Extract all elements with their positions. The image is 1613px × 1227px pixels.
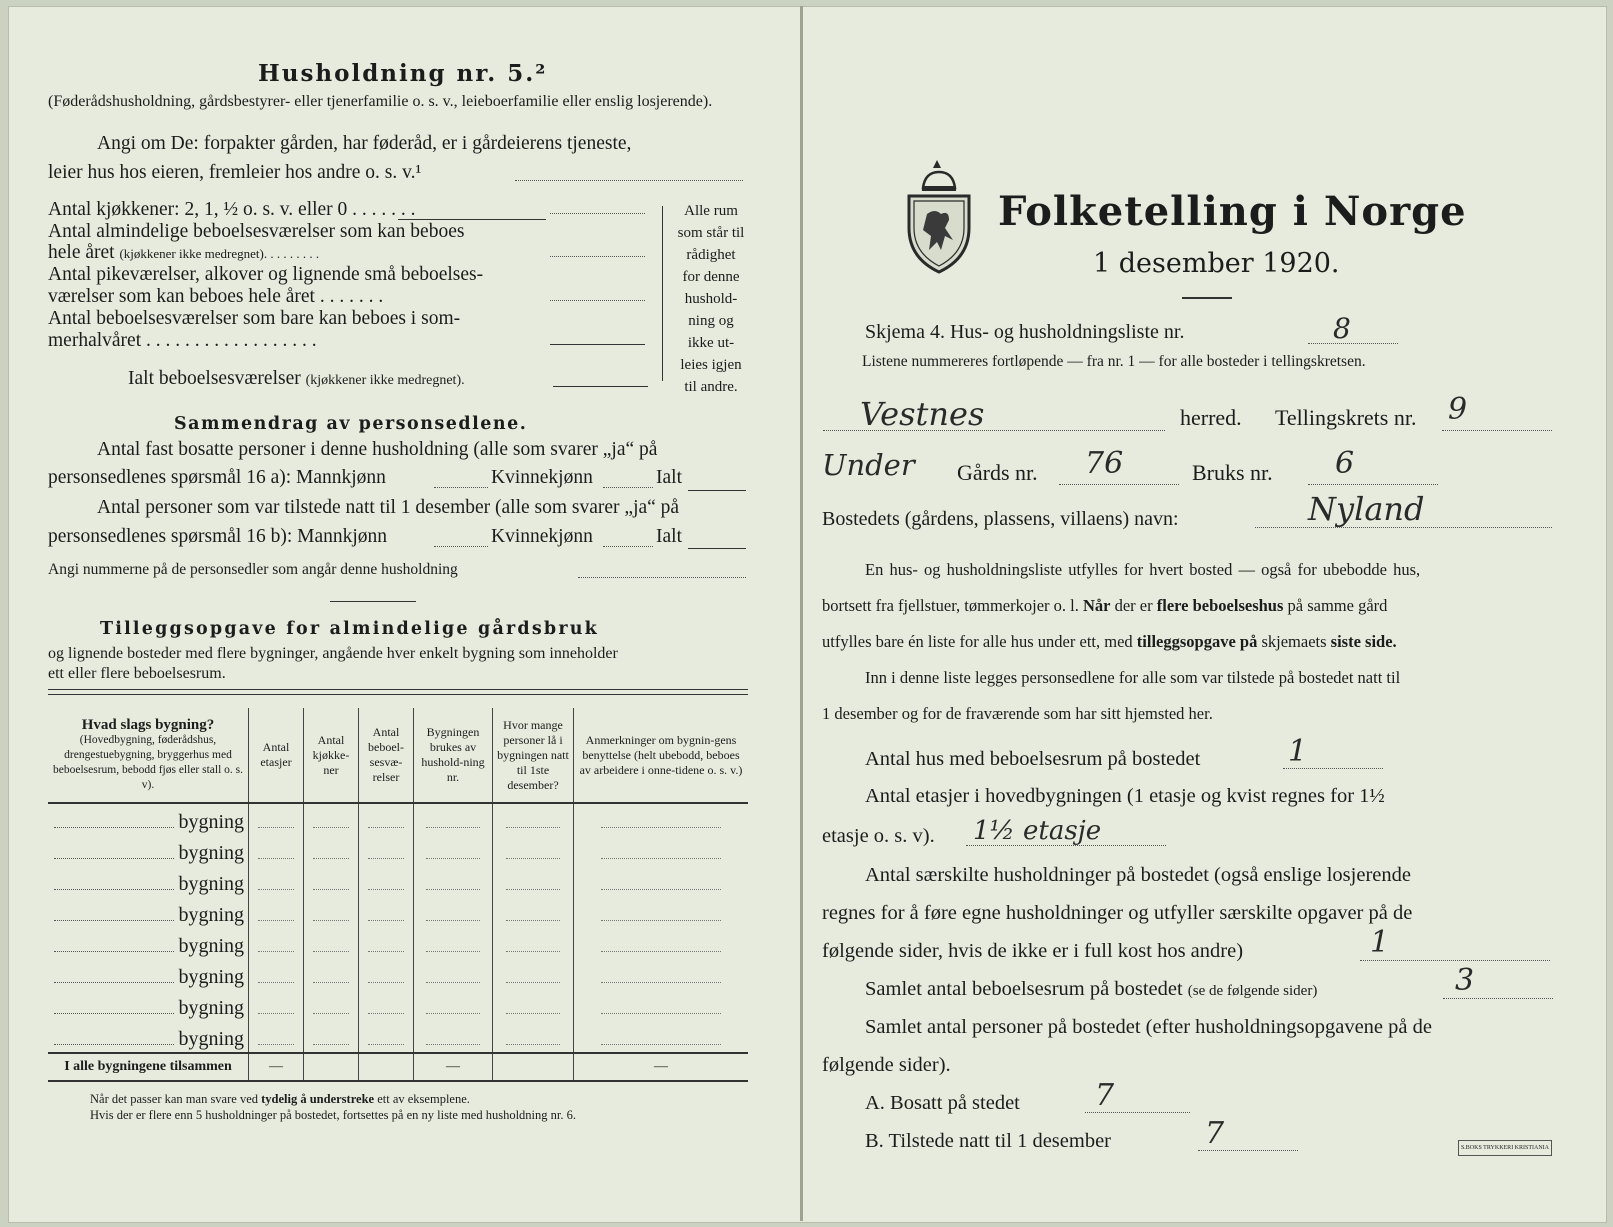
samlet-rum-field-line: [1443, 998, 1553, 999]
gards-field-line: [1059, 484, 1179, 485]
building-row-label: bygning: [178, 997, 244, 1019]
sarsk-field-line: [1360, 960, 1550, 961]
bruks-value[interactable]: 6: [1335, 446, 1355, 481]
gards-value[interactable]: 76: [1085, 446, 1124, 481]
table-cell[interactable]: [304, 990, 359, 1021]
samlet-rum-label: [865, 978, 1317, 1001]
cell-field-line: [258, 888, 294, 890]
building-type-field[interactable]: [54, 827, 174, 828]
gards-label: Gårds nr.: [957, 460, 1038, 485]
section-divider: [330, 601, 416, 602]
table-cell[interactable]: [249, 866, 304, 897]
alm-label-2-text: hele året: [48, 242, 115, 263]
tilstede-field-line: [1198, 1150, 1298, 1151]
table-cell[interactable]: [574, 866, 749, 897]
total-cell[interactable]: —: [574, 1053, 749, 1081]
table-row: [48, 928, 748, 959]
cell-field-line: [601, 1012, 721, 1014]
building-type-field[interactable]: [54, 982, 174, 983]
household-title: Husholdning nr. 5.²: [258, 60, 548, 87]
fast-ialt-label: Ialt: [656, 467, 682, 488]
brace-note-line: rådighet: [686, 247, 736, 263]
table-cell[interactable]: [304, 897, 359, 928]
table-cell[interactable]: [249, 835, 304, 866]
herred-value[interactable]: Vestnes: [860, 395, 985, 433]
table-cell[interactable]: [574, 1021, 749, 1053]
total-label: I alle bygningene tilsammen: [48, 1053, 249, 1081]
building-type-cell[interactable]: [48, 897, 249, 928]
bosatt-field-line: [1085, 1112, 1190, 1113]
total-cell[interactable]: —: [249, 1053, 304, 1081]
building-type-field[interactable]: [54, 920, 174, 921]
bosatt-value[interactable]: 7: [1095, 1078, 1115, 1113]
table-cell[interactable]: [414, 866, 493, 897]
col-kjokkener: Antal kjøkke-ner: [304, 708, 359, 803]
table-cell[interactable]: [574, 928, 749, 959]
ialt-answer-line[interactable]: [553, 386, 648, 387]
cell-field-line: [601, 919, 721, 921]
table-row: [48, 866, 748, 897]
cell-field-line: [313, 919, 349, 921]
sommer-label-2: merhalvåret . . . . . . . . . . . . . . . . . .: [48, 330, 317, 351]
sarsk-line2: regnes for å føre egne husholdninger og utfyller særskilte opgaver på de: [822, 902, 1413, 924]
cell-field-line: [506, 919, 561, 921]
tillegg-heading: Tilleggsopgave for almindelige gårdsbruk: [100, 619, 600, 639]
para1-bold-d: siste side.: [1330, 632, 1397, 651]
cell-field-line: [506, 950, 561, 952]
table-cell[interactable]: [574, 897, 749, 928]
cell-field-line: [506, 888, 561, 890]
table-cell[interactable]: [414, 928, 493, 959]
cell-field-line: [258, 1012, 294, 1014]
table-row: [48, 990, 748, 1021]
bosted-value[interactable]: Nyland: [1308, 490, 1425, 528]
para2-line2: 1 desember og for de fraværende som har sitt hjemsted her.: [822, 704, 1213, 723]
cell-field-line: [506, 857, 561, 859]
cell-field-line: [506, 826, 561, 828]
alm-label-1: Antal almindelige beboelsesværelser som kan beboes: [48, 221, 465, 242]
building-type-field[interactable]: [54, 1044, 174, 1045]
samlet-pers-line1: Samlet antal personer på bostedet (efter husholdningsopgavene på de: [865, 1016, 1432, 1038]
hus-label: Antal hus med beboelsesrum på bostedet: [865, 748, 1201, 770]
cell-field-line: [313, 888, 349, 890]
brace-note-line: for denne: [682, 269, 740, 285]
table-cell[interactable]: [249, 1021, 304, 1053]
table-cell[interactable]: [493, 835, 574, 866]
building-type-cell[interactable]: [48, 959, 249, 990]
table-cell[interactable]: [414, 835, 493, 866]
skjema-field-line: [1308, 343, 1398, 344]
table-cell[interactable]: [414, 1021, 493, 1053]
para1-line1: En hus- og husholdningsliste utfylles for hvert bosted — også for ubebodde hus,: [865, 560, 1421, 579]
cell-field-line: [258, 1043, 294, 1045]
fast-kvinne-field[interactable]: [603, 487, 653, 488]
cell-field-line: [313, 826, 349, 828]
col-etasjer: Antal etasjer: [249, 708, 304, 803]
table-top-rule-1: [48, 689, 748, 690]
table-cell[interactable]: [359, 990, 414, 1021]
cell-field-line: [601, 857, 721, 859]
kjokkener-underline: [398, 219, 546, 220]
building-type-cell[interactable]: [48, 990, 249, 1021]
table-cell[interactable]: [304, 835, 359, 866]
table-cell[interactable]: [304, 803, 359, 835]
skjema-value[interactable]: 8: [1333, 312, 1351, 345]
building-row-label: bygning: [178, 873, 244, 895]
para1-line3-text: utfylles bare én liste for alle hus under ett, med: [822, 632, 1133, 651]
etasjer-line1: Antal etasjer i hovedbygningen (1 etasje og kvist regnes for 1½: [865, 785, 1385, 807]
cell-field-line: [368, 950, 404, 952]
sarsk-line1: Antal særskilte husholdninger på bostedet (også enslige losjerende: [865, 864, 1411, 886]
fast-ialt-field[interactable]: [688, 490, 746, 491]
table-cell[interactable]: [304, 1021, 359, 1053]
para1-mid: der er: [1114, 596, 1153, 615]
table-row: [48, 1021, 748, 1053]
para1-bold-c: tilleggsopgave på: [1136, 632, 1258, 651]
tilst-ialt-field[interactable]: [688, 548, 746, 549]
ialt-label: [128, 368, 465, 390]
cell-field-line: [426, 826, 479, 828]
angi-line-1: Angi om De: forpakter gården, har føderåd, er i gårdeierens tjeneste,: [97, 133, 632, 154]
tillegg-sub-2: ett eller flere beboelsesrum.: [48, 665, 226, 682]
skjema-label: Skjema 4. Hus- og husholdningsliste nr.: [865, 321, 1185, 343]
etasjer-value[interactable]: 1½ etasje: [973, 816, 1102, 846]
table-cell[interactable]: [414, 990, 493, 1021]
sammendrag-heading: Sammendrag av personsedlene.: [174, 414, 528, 434]
gards-prefix[interactable]: Under: [822, 448, 915, 482]
para1-line3: [822, 632, 1397, 652]
alm-note: (kjøkkener ikke medregnet). . . . . . . . .: [119, 246, 320, 261]
table-cell[interactable]: [304, 866, 359, 897]
title-divider: [1182, 297, 1232, 299]
table-row: [48, 959, 748, 990]
brace: [648, 206, 663, 381]
table-cell[interactable]: [574, 835, 749, 866]
cell-field-line: [426, 950, 479, 952]
printer-stamp: S.BOKS TRYKKERI KRISTIANIA: [1458, 1140, 1552, 1156]
brace-note-line: ikke ut-: [687, 335, 735, 351]
brace-note-line: ning og: [688, 313, 734, 329]
tilst-mann-field[interactable]: [434, 546, 488, 547]
table-cell[interactable]: [493, 928, 574, 959]
cell-field-line: [601, 826, 721, 828]
bruks-field-line: [1308, 484, 1438, 485]
brace-note: [665, 200, 757, 398]
tilst-ialt-label: Ialt: [656, 526, 682, 547]
cell-field-line: [313, 950, 349, 952]
cell-field-line: [258, 981, 294, 983]
cell-field-line: [426, 919, 479, 921]
pike-label-2: værelser som kan beboes hele året . . . . . . .: [48, 286, 384, 307]
ialt-note: (kjøkkener ikke medregnet).: [305, 373, 465, 388]
table-cell[interactable]: [493, 959, 574, 990]
building-type-cell[interactable]: [48, 866, 249, 897]
cell-field-line: [368, 857, 404, 859]
kjokkener-answer-line[interactable]: [550, 213, 645, 214]
table-cell[interactable]: [493, 866, 574, 897]
tilst-line-2: personsedlenes spørsmål 16 b): Mannkjønn: [48, 526, 388, 547]
cell-field-line: [601, 981, 721, 983]
para1-bold-a: Når: [1082, 596, 1111, 615]
tilst-kvinne-field[interactable]: [603, 546, 653, 547]
total-cell[interactable]: [359, 1053, 414, 1081]
angi-answer-line[interactable]: [515, 180, 743, 181]
para2-line1: Inn i denne liste legges personsedlene for alle som var tilstede på bostedet natt til: [865, 668, 1401, 687]
cell-field-line: [506, 1012, 561, 1014]
para1-end: på samme gård: [1287, 596, 1388, 615]
kjokkener-label: Antal kjøkkener: 2, 1, ½ o. s. v. eller 0 . . . . . . .: [48, 199, 416, 220]
para1-end2: skjemaets: [1261, 632, 1327, 651]
para1-line2-text: bortsett fra fjellstuer, tømmerkojer o. l.: [822, 596, 1079, 615]
bosted-field-line: [1255, 527, 1552, 528]
para1-bold-b: flere beboelseshus: [1156, 596, 1284, 615]
table-cell[interactable]: [493, 990, 574, 1021]
building-type-cell[interactable]: [48, 928, 249, 959]
cell-field-line: [426, 1012, 479, 1014]
table-row: [48, 897, 748, 928]
table-cell[interactable]: [359, 835, 414, 866]
brace-note-line: som står til: [677, 225, 745, 241]
tellingskrets-label: Tellingskrets nr.: [1275, 405, 1417, 430]
table-total-row: [48, 1053, 748, 1081]
sarsk-line3: følgende sider, hvis de ikke er i full kost hos andre): [822, 940, 1244, 962]
fast-kvinne-label: Kvinnekjønn: [491, 467, 593, 488]
table-header-row: [48, 708, 748, 803]
total-cell[interactable]: —: [414, 1053, 493, 1081]
para1-line2: [822, 596, 1387, 616]
building-type-field[interactable]: [54, 951, 174, 952]
tilst-line-1: Antal personer som var tilstede natt til 1 desember (alle som svarer „ja“ på: [97, 497, 680, 518]
cell-field-line: [368, 919, 404, 921]
pike-answer-line[interactable]: [550, 300, 645, 301]
hus-value[interactable]: 1: [1288, 734, 1308, 769]
etasjer-field-line: [966, 845, 1166, 846]
census-date: 1 desember 1920.: [1093, 248, 1340, 279]
cell-field-line: [368, 1043, 404, 1045]
cell-field-line: [313, 1043, 349, 1045]
col-personer: Hvor mange personer lå i bygningen natt til 1ste desember?: [493, 708, 574, 803]
herred-label: herred.: [1180, 405, 1242, 430]
building-row-label: bygning: [178, 966, 244, 988]
samlet-rum-value[interactable]: 3: [1455, 963, 1475, 998]
herred-field-line: [823, 430, 1165, 431]
col-building-type: [48, 708, 249, 803]
table-cell[interactable]: [359, 866, 414, 897]
table-cell[interactable]: [249, 959, 304, 990]
alm-label-2: [48, 242, 319, 264]
listene-note: Listene nummereres fortløpende — fra nr. 1 — for alle bosteder i tellingskretsen.: [862, 353, 1366, 370]
building-row-label: bygning: [178, 811, 244, 833]
angi-nummer-field[interactable]: [578, 577, 746, 578]
brace-note-line: leies igjen: [680, 357, 742, 373]
cell-field-line: [258, 857, 294, 859]
etasjer-line2: etasje o. s. v).: [822, 825, 935, 847]
census-title: Folketelling i Norge: [998, 188, 1467, 235]
table-row: [48, 835, 748, 866]
tillegg-sub-1: og lignende bosteder med flere bygninger, angående hver enkelt bygning som inneholder: [48, 645, 618, 662]
table-cell[interactable]: [493, 1021, 574, 1053]
brace-note-line: Alle rum: [684, 203, 738, 219]
pike-label-1: Antal pikeværelser, alkover og lignende små beboelses-: [48, 264, 484, 285]
angi-nummer-label: Angi nummerne på de personsedler som angår denne husholdning: [48, 561, 458, 578]
sommer-answer-line[interactable]: [550, 344, 645, 345]
table-cell[interactable]: [304, 959, 359, 990]
building-row-label: bygning: [178, 842, 244, 864]
building-row-label: bygning: [178, 1028, 244, 1050]
table-cell[interactable]: [359, 803, 414, 835]
samlet-rum-text: Samlet antal beboelsesrum på bostedet: [865, 978, 1183, 1000]
page-fold: [800, 6, 803, 1221]
bosatt-label: A. Bosatt på stedet: [865, 1092, 1020, 1114]
footnote-1c: ett av eksemplene.: [377, 1092, 470, 1106]
footnote-2: Hvis der er flere enn 5 husholdninger på bostedet, fortsettes på en ny liste med husholdning nr. 6.: [90, 1108, 577, 1122]
bosted-label: Bostedets (gårdens, plassens, villaens) navn:: [822, 508, 1179, 530]
table-cell[interactable]: [359, 1021, 414, 1053]
total-cell[interactable]: [493, 1053, 574, 1081]
angi-line-2: leier hus hos eieren, fremleier hos andre o. s. v.¹: [48, 162, 422, 183]
cell-field-line: [258, 826, 294, 828]
cell-field-line: [313, 1012, 349, 1014]
alm-answer-line[interactable]: [550, 256, 645, 257]
cell-field-line: [426, 888, 479, 890]
table-cell[interactable]: [493, 803, 574, 835]
cell-field-line: [506, 1043, 561, 1045]
sarsk-value[interactable]: 1: [1370, 925, 1390, 960]
samlet-pers-line2: følgende sider).: [822, 1054, 951, 1076]
ialt-label-text: Ialt beboelsesværelser: [128, 368, 301, 389]
footnote-1b: tydelig å understreke: [261, 1092, 375, 1106]
table-top-rule-2: [48, 694, 748, 695]
fast-line-2: [48, 467, 386, 489]
cell-field-line: [368, 826, 404, 828]
table-cell[interactable]: [249, 990, 304, 1021]
col-anmerkninger: Anmerkninger om bygnin-gens benyttelse (helt ubebodd, beboes av arbeidere i onne-tidene o. s. v.): [574, 708, 749, 803]
table-cell[interactable]: [359, 928, 414, 959]
building-row-label: bygning: [178, 935, 244, 957]
table-cell[interactable]: [574, 803, 749, 835]
table-cell[interactable]: [414, 959, 493, 990]
fast-mann-field[interactable]: [434, 487, 488, 488]
bruks-label: Bruks nr.: [1192, 460, 1273, 485]
table-cell[interactable]: [249, 803, 304, 835]
building-type-cell[interactable]: [48, 803, 249, 835]
norwegian-coat-of-arms-icon: [905, 158, 973, 278]
tellingskrets-value[interactable]: 9: [1448, 392, 1468, 427]
buildings-table: [48, 708, 748, 1082]
table-cell[interactable]: [574, 959, 749, 990]
cell-field-line: [313, 981, 349, 983]
fast-mann-label: personsedlenes spørsmål 16 a): Mannkjønn: [48, 467, 386, 488]
footnote-1: [90, 1092, 470, 1107]
cell-field-line: [368, 981, 404, 983]
cell-field-line: [368, 888, 404, 890]
table-cell[interactable]: [574, 990, 749, 1021]
table-cell[interactable]: [304, 928, 359, 959]
brace-note-line: til andre.: [684, 379, 738, 395]
samlet-rum-note: (se de følgende sider): [1187, 983, 1318, 999]
total-cell[interactable]: [304, 1053, 359, 1081]
table-cell[interactable]: [359, 959, 414, 990]
cell-field-line: [506, 981, 561, 983]
col-beboelsesvaerelser: Antal beboel-sesvæ-relser: [359, 708, 414, 803]
cell-field-line: [368, 1012, 404, 1014]
cell-field-line: [601, 1043, 721, 1045]
sommer-label-1: Antal beboelsesværelser som bare kan beboes i som-: [48, 308, 461, 329]
building-type-field[interactable]: [54, 1013, 174, 1014]
footnote-1a: Når det passer kan man svare ved: [90, 1092, 258, 1106]
cell-field-line: [426, 857, 479, 859]
hus-field-line: [1283, 768, 1383, 769]
brace-note-line: hushold-: [684, 291, 738, 307]
cell-field-line: [258, 950, 294, 952]
cell-field-line: [601, 950, 721, 952]
tellingskrets-field-line: [1442, 430, 1552, 431]
building-type-field[interactable]: [54, 889, 174, 890]
table-cell[interactable]: [249, 897, 304, 928]
table-cell[interactable]: [414, 897, 493, 928]
cell-field-line: [313, 857, 349, 859]
col-building-type-title: Hvad slags bygning?: [81, 716, 215, 733]
table-row: [48, 803, 748, 835]
cell-field-line: [601, 888, 721, 890]
building-type-field[interactable]: [54, 858, 174, 859]
household-intro: (Føderådshusholdning, gårdsbestyrer- eller tjenerfamilie o. s. v., leieboerfamilie eller enslig losjerende).: [48, 93, 713, 110]
table-cell[interactable]: [493, 897, 574, 928]
col-building-type-sub: (Hovedbygning, føderådshus, drengestuebygning, bryggerhus med beboelsesrum, bebodd fjøs eller stall o. s. v).: [52, 733, 244, 791]
tilstede-label: B. Tilstede natt til 1 desember: [865, 1130, 1111, 1152]
table-cell[interactable]: [414, 803, 493, 835]
fast-line-1: Antal fast bosatte personer i denne husholdning (alle som svarer „ja“ på: [97, 439, 658, 460]
table-cell[interactable]: [249, 928, 304, 959]
col-husholdning: Bygningen brukes av hushold-ning nr.: [414, 708, 493, 803]
table-cell[interactable]: [359, 897, 414, 928]
cell-field-line: [426, 1043, 479, 1045]
building-type-cell[interactable]: [48, 1021, 249, 1053]
building-row-label: bygning: [178, 904, 244, 926]
tilst-kvinne-label: Kvinnekjønn: [491, 526, 593, 547]
tilstede-value[interactable]: 7: [1205, 1116, 1225, 1151]
building-type-cell[interactable]: [48, 835, 249, 866]
cell-field-line: [258, 919, 294, 921]
cell-field-line: [426, 981, 479, 983]
